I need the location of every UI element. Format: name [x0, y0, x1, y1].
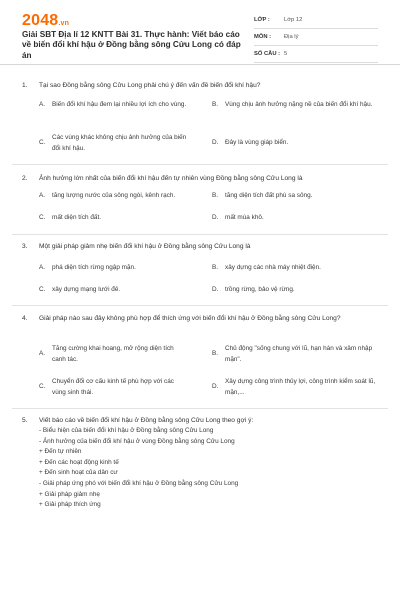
option-letter: B. [212, 350, 219, 358]
option-letter: A. [39, 350, 46, 358]
outline-line: + Giải pháp thích ứng [39, 501, 101, 509]
info-row-count [254, 46, 378, 63]
option-d[interactable] [212, 138, 377, 149]
option-text: Chuyển đổi cơ cấu kinh tế phù hợp với các vùng sinh thái. [52, 378, 174, 396]
option-c[interactable] [39, 377, 189, 398]
outline-line: + Đến các hoạt động kinh tế [39, 458, 119, 466]
info-value: Địa lý [284, 34, 299, 40]
question-number: 3. [22, 243, 28, 250]
option-c[interactable] [39, 133, 189, 154]
option-letter: D. [212, 214, 219, 221]
option-letter: C. [39, 214, 46, 221]
question-text: Giải pháp nào sau đây không phù hợp để thích ứng với biến đổi khí hậu ở Đồng bằng sông Cửu Long? [39, 315, 341, 322]
outline-line: - Biểu hiện của biến đổi khí hậu ở Đồng bằng sông Cửu Long [39, 427, 214, 434]
question-number: 5. [22, 417, 28, 424]
site-logo[interactable] [22, 12, 69, 30]
outline-line: - Giải pháp ứng phó với biến đổi khí hậu ở Đồng bằng sông Cửu Long [39, 479, 239, 487]
option-text: xây dựng mạng lưới đê. [52, 286, 121, 293]
question-1 [22, 80, 382, 152]
option-c[interactable] [39, 285, 189, 296]
option-letter: A. [39, 101, 46, 108]
option-b[interactable] [212, 191, 377, 202]
outline-line: + Đến tự nhiên [39, 448, 82, 456]
divider [12, 408, 388, 409]
question-text: Ảnh hưởng lớn nhất của biến đổi khí hậu đến tự nhiên vùng Đồng bằng sông Cửu Long là [39, 175, 303, 182]
question-text: Một giải pháp giảm nhẹ biến đổi khí hậu ở Đồng bằng sông Cửu Long là [39, 243, 251, 250]
option-letter: C. [39, 139, 46, 147]
page-title: Giải SBT Địa lí 12 KNTT Bài 31. Thực hành: Viết báo cáo về biến đổi khí hậu ở Đồng bằng sông Cửu Long có đáp án [22, 30, 241, 60]
info-key: LỚP : [254, 17, 270, 23]
option-letter: B. [212, 192, 219, 199]
info-key: MÔN : [254, 34, 272, 40]
option-d[interactable] [212, 213, 377, 224]
question-number: 1. [22, 82, 28, 89]
question-4 [22, 313, 382, 396]
divider [12, 164, 388, 165]
option-b[interactable] [212, 100, 377, 111]
option-text: Đây là vùng giáp biển. [225, 139, 289, 146]
divider [12, 234, 388, 235]
logo-number: 2048 [22, 12, 59, 29]
option-letter: C. [39, 383, 46, 391]
info-row-subject [254, 29, 378, 46]
outline-line: + Giải pháp giảm nhẹ [39, 490, 100, 498]
divider [12, 305, 388, 306]
question-number: 4. [22, 315, 28, 322]
option-text: mất mùa khô. [225, 214, 264, 221]
option-text: Các vùng khác không chịu ảnh hưởng của biến đổi khí hậu. [52, 134, 187, 152]
report-outline [22, 426, 382, 511]
option-letter: D. [212, 139, 219, 146]
option-text: Tăng cường khai hoang, mở rộng diện tích canh tác. [52, 345, 174, 363]
option-letter: B. [212, 264, 219, 271]
option-a[interactable] [39, 100, 189, 111]
option-text: Vùng chịu ảnh hưởng nặng nề của biến đổi khí hậu. [225, 101, 373, 108]
option-text: tăng diện tích đất phù sa sông. [225, 192, 313, 199]
option-letter: D. [212, 286, 219, 293]
page-header [0, 0, 400, 65]
info-key: SỐ CÂU : [254, 51, 281, 57]
option-text: trồng rừng, bảo vệ rừng. [225, 286, 295, 293]
option-text: phá diện tích rừng ngập mặn. [52, 264, 136, 271]
option-a[interactable] [39, 263, 189, 274]
option-letter: A. [39, 264, 46, 271]
question-text: Tại sao Đồng bằng sông Cửu Long phải chú ý đến vấn đề biến đổi khí hậu? [39, 82, 261, 89]
outline-line: + Đến sinh hoạt của dân cư [39, 469, 118, 477]
option-d[interactable] [212, 285, 377, 296]
info-value: 5 [284, 51, 288, 57]
question-text: Viết báo cáo về biến đổi khí hậu ở Đồng bằng sông Cửu Long theo gợi ý: [39, 417, 254, 424]
option-c[interactable] [39, 213, 189, 224]
option-text: Chủ động "sống chung với lũ, hạn hán và xâm nhập mặn". [225, 345, 373, 363]
info-panel [254, 12, 378, 63]
info-row-class [254, 12, 378, 29]
option-text: mất diện tích đất. [52, 214, 102, 221]
logo-domain: .vn [58, 20, 70, 27]
option-a[interactable] [39, 344, 189, 365]
option-letter: B. [212, 101, 219, 108]
question-3 [22, 241, 382, 293]
option-text: Xây dựng công trình thủy lợi, công trình kiểm soát lũ, mặn,... [225, 378, 376, 396]
option-text: tăng lượng nước của sông ngòi, kênh rạch. [52, 192, 176, 199]
question-number: 2. [22, 175, 28, 182]
outline-line: - Ảnh hưởng của biến đổi khí hậu ở vùng Đồng bằng sông Cửu Long [39, 437, 235, 445]
info-value: Lớp 12 [284, 17, 303, 23]
option-text: Biến đổi khí hậu đem lại nhiều lợi ích cho vùng. [52, 101, 187, 108]
option-d[interactable] [212, 377, 377, 398]
option-b[interactable] [212, 344, 377, 365]
option-text: xây dựng các nhà máy nhiệt điện. [225, 264, 321, 271]
option-letter: D. [212, 383, 219, 391]
question-2 [22, 173, 382, 221]
option-a[interactable] [39, 191, 209, 202]
option-letter: A. [39, 192, 46, 199]
option-b[interactable] [212, 263, 377, 274]
question-5 [22, 415, 382, 511]
option-letter: C. [39, 286, 46, 293]
